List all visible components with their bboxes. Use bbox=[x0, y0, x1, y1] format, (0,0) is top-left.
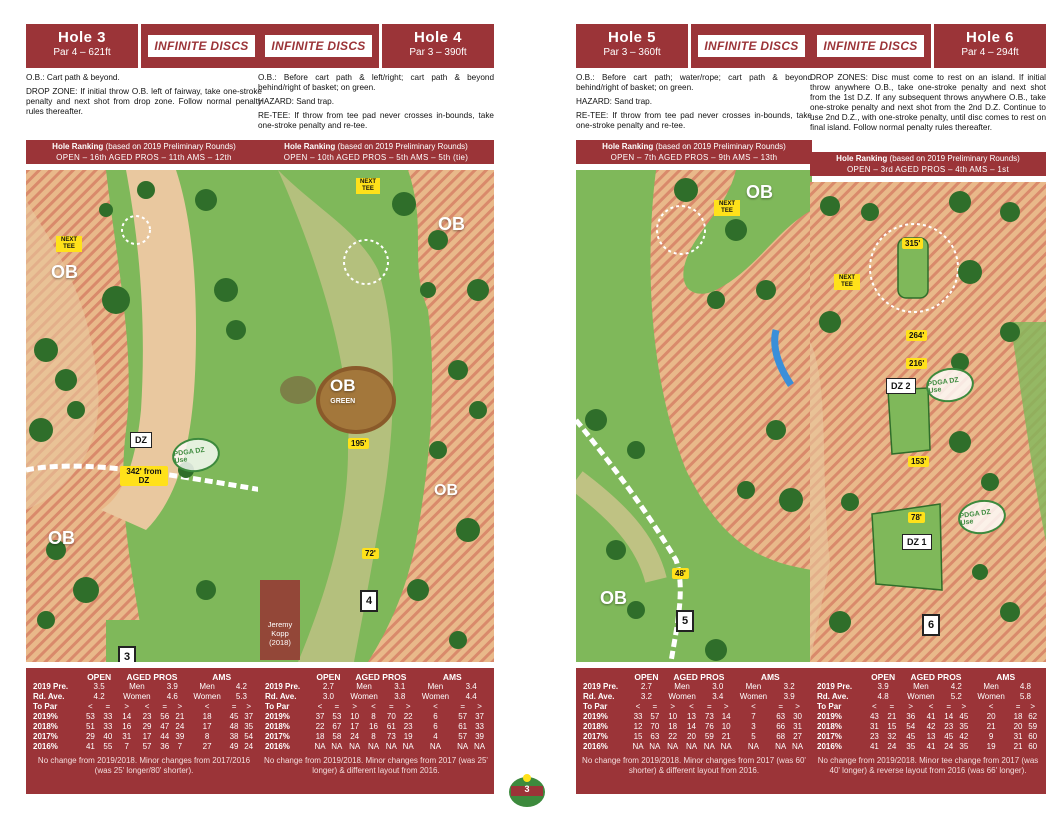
stats-row: 2016% 41 24 35 41 24 35 19 21 60 bbox=[817, 742, 1038, 751]
hole-5-titlebox bbox=[576, 24, 688, 68]
hole-3-map bbox=[26, 170, 262, 662]
stats-note: No change from 2019/2018. Minor changes from 2017 (was 60' shorter) & different layout from 2016. bbox=[582, 756, 806, 775]
next-tee-sign: NEXT TEE bbox=[56, 236, 82, 252]
rule-ob: O.B.: Before cart path; water/rope; cart path & beyond behind/right of basket; on green. bbox=[576, 73, 812, 92]
ob-label: OB bbox=[51, 262, 78, 282]
dz-distance: 342' from DZ bbox=[120, 466, 168, 486]
stats-row: 2019% 53 33 14 23 56 21 18 45 37 bbox=[33, 712, 254, 721]
rule-ob: O.B.: Before cart path & left/right; cart path & beyond behind/right of basket; on green. bbox=[258, 73, 494, 92]
distance-marker: 48' bbox=[672, 568, 689, 579]
hole-5-map bbox=[576, 170, 812, 662]
tee-marker: 3 bbox=[118, 646, 136, 662]
photo-credit: Jeremy Kopp (2018) bbox=[260, 580, 300, 660]
next-tee-sign: NEXT TEE bbox=[834, 274, 860, 290]
brand-logo: INFINITE DISCS bbox=[691, 24, 812, 68]
pdga-stamp: PDGA DZ Use bbox=[956, 497, 1008, 537]
hole-title: Hole 5 bbox=[607, 29, 656, 46]
rule-hazard: HAZARD: Sand trap. bbox=[576, 97, 652, 106]
rule-ob: O.B.: Cart path & beyond. bbox=[26, 73, 120, 82]
hole-title: Hole 3 bbox=[57, 29, 106, 46]
page-number-badge bbox=[505, 772, 549, 810]
hole-ranking: Hole Ranking (based on 2019 Preliminary Rounds) OPEN – 3rd AGED PROS – 4th AMS – 1st bbox=[810, 152, 1046, 176]
stats-note: No change from 2019/2018. Minor changes from 2017/2016 (was 25' longer/80' shorter). bbox=[37, 756, 251, 775]
hole-stats: OPEN AGED PROS AMS 2019 Pre. 3.5 Men 3.9 Men 4.2 Rd. Ave. 4.2 Women 4.6 Women 5.3 To Par < = > < = > < = > 2019% 53 33 14 23 56 21 18 45 37 2018% 51 33 16 29 47 24 17 48 35 2017% 29 40 31 17 44 39 8 38 54 2016% 41 55 7 57 36 7 27 49 24 No change from 2019/2018. Minor changes from 2017/2016 (was 25' longer/80' shorter). bbox=[26, 668, 262, 794]
stats-row: 2017% 15 63 22 20 59 21 5 68 27 bbox=[583, 732, 802, 741]
hole-6-map bbox=[810, 182, 1046, 662]
hole-4-titlebox bbox=[382, 24, 494, 68]
distance-marker: 264' bbox=[906, 330, 927, 341]
stats-note: No change from 2019/2018. Minor tee change from 2017 (was 40' longer) & reverse layout from 2016 (was 66' longer). bbox=[817, 756, 1039, 775]
rule-dropzones: DROP ZONES: Disc must come to rest on an island. If initial throw anywhere O.B., take one-stroke penalty and next shot from the 1st D.Z. If any subsequent throws anywhere O.B., take one-stroke penalty and next shot from the 2nd D.Z. Continue to use 2nd D.Z., with one-stroke penalty, until disc comes to rest on final island. Follow normal penalty rules thereafter. bbox=[810, 73, 1046, 132]
hole-title: Hole 6 bbox=[965, 29, 1014, 46]
ob-label: OB bbox=[48, 528, 75, 548]
hole-4-map bbox=[258, 170, 494, 662]
hole-par: Par 3 – 360ft bbox=[603, 47, 661, 58]
hole-3-titlebox bbox=[26, 24, 138, 68]
stats-row: 2017% 18 58 24 8 73 19 4 57 39 bbox=[265, 732, 484, 741]
hole-4-card bbox=[258, 24, 494, 794]
hole-stats: OPEN AGED PROS AMS 2019 Pre. 2.7 Men 3.0 Men 3.2 Rd. Ave. 3.2 Women 3.4 Women 3.9 To Par < = > < = > < = > 2019% 33 57 10 13 73 14 7 63 30 2018% 12 70 18 14 76 10 3 66 31 2017% 15 63 22 20 59 21 5 68 27 2016% NA NA NA NA NA NA NA NA NA No change from 2019/2018. Minor changes from 2017 (was 60' shorter) & different layout from 2016. bbox=[576, 668, 812, 794]
hole-6-header bbox=[810, 24, 1046, 68]
rule-hazard: HAZARD: Sand trap. bbox=[258, 97, 334, 106]
rule-dropzone: DROP ZONE: If initial throw O.B. left of fairway, take one-stroke penalty and next shot from drop zone. Follow normal penalty rules thereafter. bbox=[26, 87, 262, 116]
stats-row: 2019% 43 21 36 41 14 45 20 18 62 bbox=[817, 712, 1038, 721]
hole-ranking: Hole Ranking (based on 2019 Preliminary Rounds) OPEN – 7th AGED PROS – 9th AMS – 13th bbox=[576, 140, 812, 164]
distance-marker: 195' bbox=[348, 438, 369, 449]
hole-3-header bbox=[26, 24, 262, 68]
hole-ranking: Hole Ranking (based on 2019 Preliminary Rounds) OPEN – 10th AGED PROS – 5th AMS – 5th (tie) bbox=[258, 140, 494, 164]
ob-label: OB bbox=[600, 588, 627, 608]
pdga-stamp: PDGA DZ Use bbox=[924, 365, 976, 405]
rule-retee: RE-TEE: If throw from tee pad never crosses in-bounds, take one-stroke penalty and re-tee. bbox=[258, 111, 494, 130]
hole-4-header bbox=[258, 24, 494, 68]
distance-marker: 153' bbox=[908, 456, 929, 467]
distance-marker: 216' bbox=[906, 358, 927, 369]
hole-5-card bbox=[576, 24, 812, 794]
hole-stats: OPEN AGED PROS AMS 2019 Pre. 3.9 Men 4.2 Men 4.8 Rd. Ave. 4.8 Women 5.2 Women 5.8 To Par < = > < = > < = > 2019% 43 21 36 41 14 45 20 18 62 2018% 31 15 54 42 23 35 21 20 59 2017% 23 32 45 13 45 42 9 31 60 2016% 41 24 35 41 24 35 19 21 60 No change from 2019/2018. Minor tee change from 2017 (was 40' longer) & reverse layout from 2016 (was 66' longer). bbox=[810, 668, 1046, 794]
hole-par: Par 4 – 621ft bbox=[53, 47, 111, 58]
page-number: 3 bbox=[524, 784, 530, 794]
brand-logo: INFINITE DISCS bbox=[258, 24, 379, 68]
stats-row: 2016% 41 55 7 57 36 7 27 49 24 bbox=[33, 742, 254, 751]
stats-row: 2017% 29 40 31 17 44 39 8 38 54 bbox=[33, 732, 254, 741]
tee-marker: 6 bbox=[922, 614, 940, 636]
tee-marker: 5 bbox=[676, 610, 694, 632]
tee-marker: 4 bbox=[360, 590, 378, 612]
hole-title: Hole 4 bbox=[413, 29, 462, 46]
next-tee-sign: NEXT TEE bbox=[356, 178, 380, 194]
stats-row: 2018% 51 33 16 29 47 24 17 48 35 bbox=[33, 722, 254, 731]
hole-par: Par 4 – 294ft bbox=[961, 47, 1019, 58]
stats-row: 2018% 31 15 54 42 23 35 21 20 59 bbox=[817, 722, 1038, 731]
hole-rules bbox=[810, 73, 1046, 149]
hole-ranking: Hole Ranking (based on 2019 Preliminary Rounds) OPEN – 16th AGED PROS – 11th AMS – 12th bbox=[26, 140, 262, 164]
distance-marker: 72' bbox=[362, 548, 379, 559]
drop-zone-marker: DZ bbox=[130, 432, 152, 448]
hole-stats: OPEN AGED PROS AMS 2019 Pre. 2.7 Men 3.1 Men 3.4 Rd. Ave. 3.0 Women 3.8 Women 4.4 To Par < = > < = > < = > 2019% 37 53 10 8 70 22 6 57 37 2018% 22 67 17 16 61 23 6 61 33 2017% 18 58 24 8 73 19 4 57 39 2016% NA NA NA NA NA NA NA NA NA No change from 2019/2018. Minor changes from 2017 (was 25' longer) & different layout from 2016. bbox=[258, 668, 494, 794]
hole-6-card bbox=[810, 24, 1046, 794]
ob-label: OB bbox=[746, 182, 773, 202]
brand-logo: INFINITE DISCS bbox=[810, 24, 931, 68]
hole-5-header bbox=[576, 24, 812, 68]
pdga-stamp: PDGA DZ Use bbox=[170, 435, 222, 475]
hole-6-titlebox bbox=[934, 24, 1046, 68]
stats-note: No change from 2019/2018. Minor changes from 2017 (was 25' longer) & different layout from 2016. bbox=[264, 756, 488, 775]
drop-zone-1: DZ 1 bbox=[902, 534, 932, 550]
stats-row: 2017% 23 32 45 13 45 42 9 31 60 bbox=[817, 732, 1038, 741]
stats-row: 2018% 22 67 17 16 61 23 6 61 33 bbox=[265, 722, 484, 731]
stats-row: 2016% NA NA NA NA NA NA NA NA NA bbox=[265, 742, 486, 751]
distance-marker: 78' bbox=[908, 512, 925, 523]
ob-green-label: OB GREEN bbox=[330, 376, 356, 405]
brand-logo: INFINITE DISCS bbox=[141, 24, 262, 68]
drop-zone-2: DZ 2 bbox=[886, 378, 916, 394]
ob-label: OB bbox=[434, 482, 458, 499]
stats-row: 2019% 37 53 10 8 70 22 6 57 37 bbox=[265, 712, 484, 721]
hole-par: Par 3 – 390ft bbox=[409, 47, 467, 58]
stats-row: 2018% 12 70 18 14 76 10 3 66 31 bbox=[583, 722, 802, 731]
hole-3-card bbox=[26, 24, 262, 794]
ob-label: OB bbox=[438, 214, 465, 234]
stats-row: 2016% NA NA NA NA NA NA NA NA NA bbox=[583, 742, 804, 751]
rule-retee: RE-TEE: If throw from tee pad never crosses in-bounds, take one-stroke penalty and re-tee. bbox=[576, 111, 812, 130]
stats-row: 2019% 33 57 10 13 73 14 7 63 30 bbox=[583, 712, 802, 721]
next-tee-sign: NEXT TEE bbox=[714, 200, 740, 216]
distance-marker: 315' bbox=[902, 238, 923, 249]
